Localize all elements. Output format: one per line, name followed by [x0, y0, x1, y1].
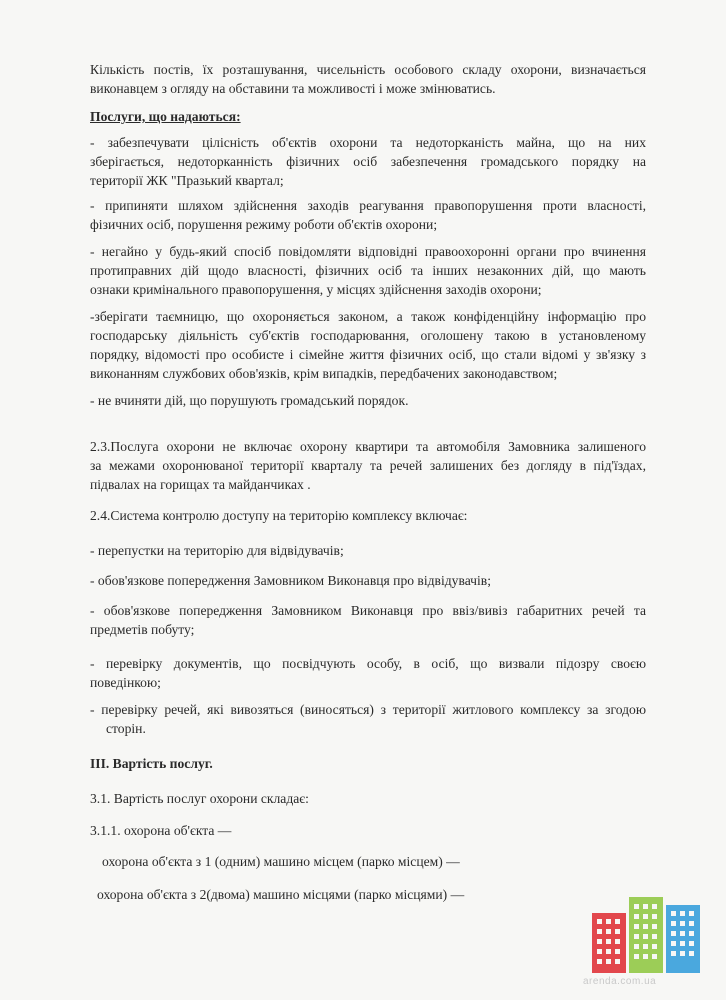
access-item-5-line-2: сторін. — [106, 721, 146, 736]
building-green-icon — [629, 897, 663, 973]
service-4-line-4: виконанням службових обов'язків, крім випадків, передбачених законодавством; — [90, 366, 558, 381]
clause-2-3-line-1: 2.3.Послуга охорони не включає охорону квартири та автомобіля Замовника залишеного — [90, 439, 646, 454]
service-1-line-1: - забезпечувати цілісність об'єктів охорони та недоторканість майна, що на них — [90, 135, 646, 150]
watermark-site: arenda.com.ua — [583, 976, 657, 987]
price-two-parking: охорона об'єкта з 2(двома) машино місцями (парко місцями) — — [97, 887, 465, 902]
service-1-line-3: території ЖК "Празький квартал; — [90, 173, 284, 188]
access-item-5-line-1: - перевірку речей, які вивозяться (виносяться) з території житлового комплексу за згодою — [90, 702, 646, 717]
service-3-line-3: ознаки кримінального правопорушення, у місцях здійснення заходів охорони; — [90, 282, 542, 297]
price-one-parking: охорона об'єкта з 1 (одним) машино місцем (парко місцем) — — [102, 854, 460, 869]
clause-2-4: 2.4.Система контролю доступу на територію комплексу включає: — [90, 508, 468, 523]
clause-2-3-line-3: підвалах на горищах та майданчиках . — [90, 477, 311, 492]
clause-3-1-1: 3.1.1. охорона об'єкта — — [90, 823, 232, 838]
access-item-4-line-2: поведінкою; — [90, 675, 161, 690]
service-3-line-1: - негайно у будь-який спосіб повідомляти відповідні правоохоронні органи про вчинення — [90, 244, 646, 259]
building-red-icon — [592, 913, 626, 973]
section-3-heading: ІІІ. Вартість послуг. — [90, 756, 213, 771]
access-item-1: - перепустки на територію для відвідувачів; — [90, 543, 344, 558]
service-4-line-2: господарську діяльність суб'єктів господарювання, оголошену такою в установленому — [90, 328, 646, 343]
service-4-line-3: порядку, відомості про особисте і сімейне життя фізичних осіб, що стали відомі у зв'язку з — [90, 347, 646, 362]
service-1-line-2: зберігається, недоторканність фізичних осіб забезпечення громадського порядку на — [90, 154, 646, 169]
access-item-3-line-1: - обов'язкове попередження Замовником Виконавця про ввіз/вивіз габаритних речей та — [90, 603, 646, 618]
service-2-line-2: фізичних осіб, порушення режиму роботи об'єктів охорони; — [90, 217, 438, 232]
service-5-line-1: - не вчиняти дій, що порушують громадський порядок. — [90, 393, 409, 408]
service-2-line-1: - припиняти шляхом здійснення заходів реагування правопорушення проти власності, — [90, 198, 646, 213]
access-item-3-line-2: предметів побуту; — [90, 622, 195, 637]
intro-line-2: виконавцем з огляду на обставини та можливості і може змінюватись. — [90, 81, 496, 96]
access-item-4-line-1: - перевірку документів, що посвідчують особу, в осіб, що визвали підозру своєю — [90, 656, 646, 671]
access-item-2: - обов'язкове попередження Замовником Виконавця про відвідувачів; — [90, 573, 491, 588]
watermark-logo — [590, 895, 702, 973]
services-heading: Послуги, що надаються: — [90, 109, 241, 124]
clause-3-1: 3.1. Вартість послуг охорони складає: — [90, 791, 309, 806]
service-4-line-1: -зберігати таємницю, що охороняється законом, а також конфіденційну інформацію про — [90, 309, 646, 324]
service-3-line-2: протиправних дій щодо власності, фізичних осіб та інших незаконних дій, що мають — [90, 263, 646, 278]
building-blue-icon — [666, 905, 700, 973]
intro-line-1: Кількість постів, їх розташування, чисельність особового складу охорони, визначається — [90, 62, 646, 77]
clause-2-3-line-2: за межами охоронюваної території кварталу та речей залишених без догляду в під'їздах, — [90, 458, 646, 473]
